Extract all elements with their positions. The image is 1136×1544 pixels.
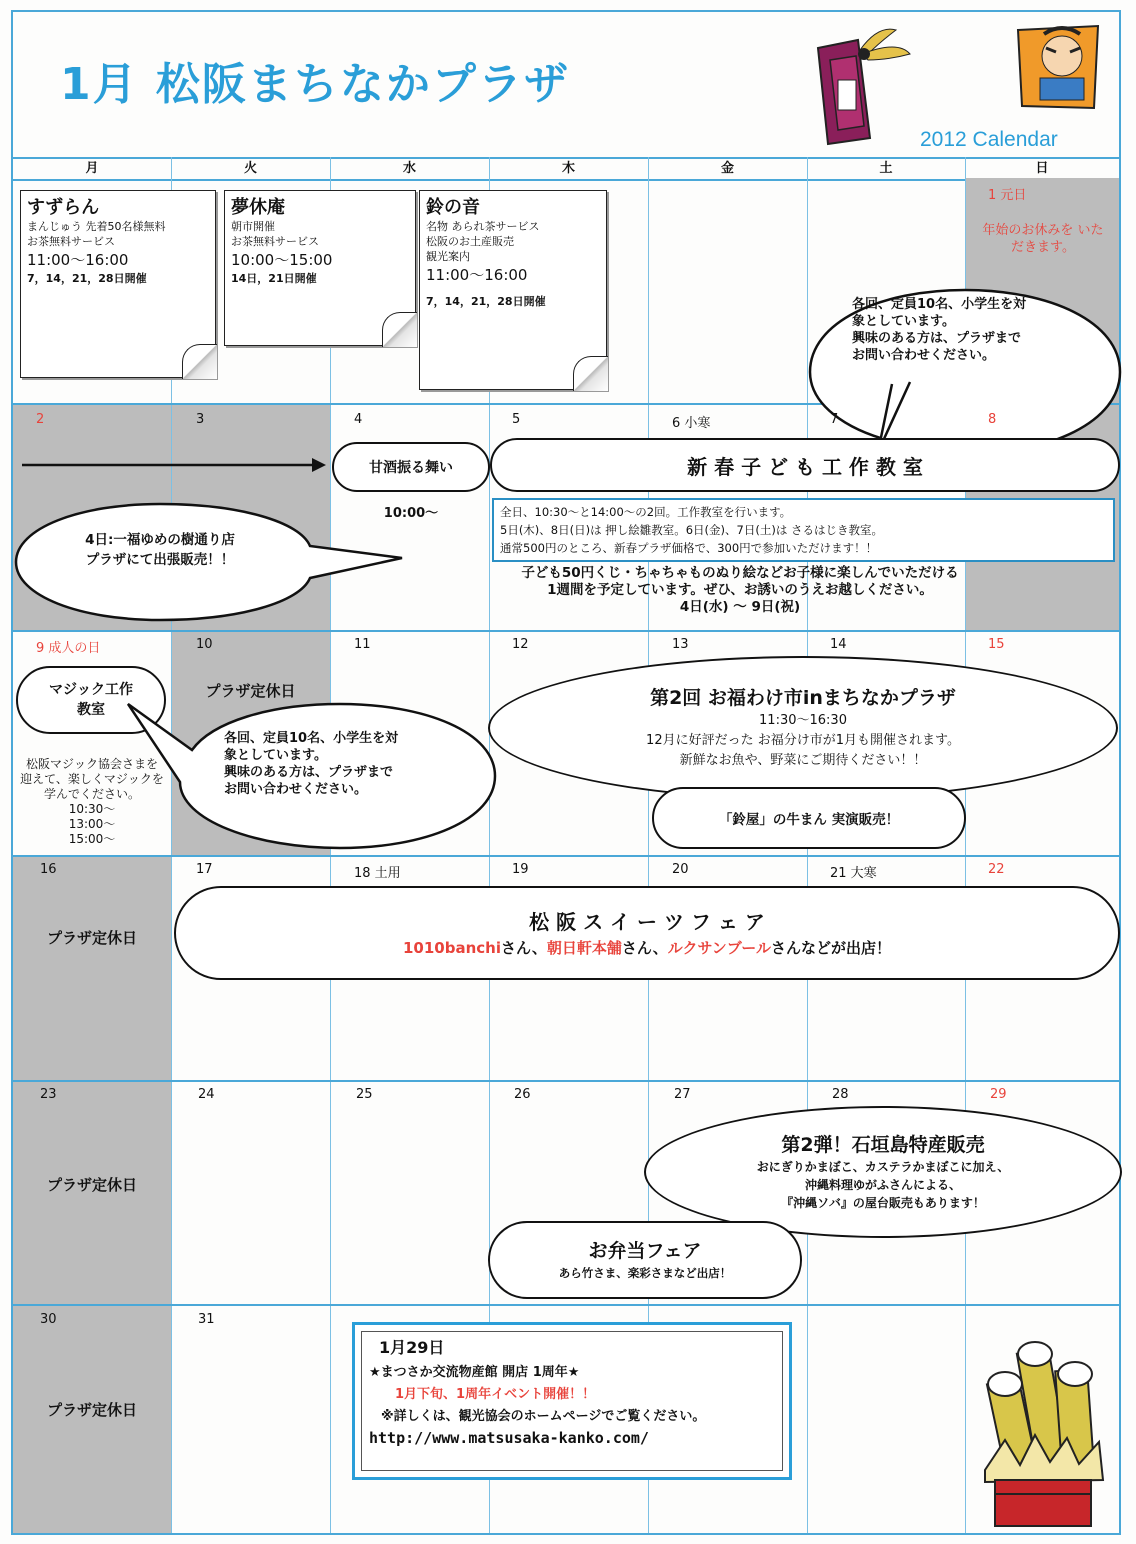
weekday-wed: 水 (330, 157, 489, 181)
shop-name: 鈴の音 (426, 197, 480, 218)
callout-line: 4日:一福ゆめの樹通り店 (85, 532, 235, 548)
day-number: 14 (830, 637, 847, 652)
day-number: 28 (832, 1087, 849, 1102)
sweets-shops (403, 937, 891, 959)
ofuku-event (488, 656, 1118, 800)
weekday-sun: 日 (965, 157, 1119, 181)
ishigaki-title: 第2弾！石垣島特産販売 (781, 1134, 985, 1156)
anniversary-line: ★まつさか交流物産館 開店 1周年★ (369, 1365, 580, 1380)
kodomo-line: 子ども50円くじ・ちゃちゃものぬり絵などお子様に楽しんでいただける (521, 565, 959, 581)
callout-line: 各回、定員10名、小学生を対 (224, 731, 399, 746)
shop-line: まんじゅう 先着50名様無料 (27, 220, 166, 233)
kosaku-line: 通常500円のところ、新春プラザ価格で、300円で参加いただけます！！ (500, 541, 878, 555)
magic-line: 迎えて、楽しくマジックを (20, 772, 164, 786)
ishigaki-line: おにぎりかまぼこ、カステラかまぼこに加え、 (756, 1160, 1010, 1174)
day-number: 15 (988, 637, 1005, 652)
magic-label: マジック工作 (49, 682, 133, 698)
kosaku-title: 新 春 子 ど も 工 作 教 室 (687, 454, 923, 479)
magic-time: 10:30〜 (68, 802, 116, 816)
day-number: 10 (196, 637, 213, 652)
kodomo-info (420, 565, 1060, 616)
shop-name-highlight: 1010banchi (402, 939, 501, 957)
holiday-note: 年始のお休みを いただきます。 (982, 223, 1104, 255)
bento-title: お弁当フェア (588, 1240, 702, 1262)
shop-line: お茶無料サービス (27, 235, 115, 248)
day-number: 1 元日 (988, 188, 1027, 203)
shop-card-suzuran (20, 190, 216, 378)
shop-dates: 7，14，21，28日開催 (426, 295, 546, 308)
day-number: 24 (198, 1087, 215, 1102)
page-curl (382, 312, 417, 347)
shop-dates: 7，14，21，28日開催 (27, 272, 147, 285)
ishigaki-event (644, 1106, 1122, 1238)
ofuku-title: 第2回 お福わけ市inまちなかプラザ (650, 687, 956, 709)
ofuku-line: 12月に好評だった お福分け市が1月も開催されます。 (646, 733, 960, 748)
day-number: 5 (512, 412, 521, 427)
shop-card-suzunone (419, 190, 607, 390)
amazake-label: 甘酒振る舞い (369, 460, 453, 476)
gyuman-event (652, 787, 966, 849)
day-number: 18 土用 (354, 866, 401, 881)
closed-label: プラザ定休日 (46, 929, 137, 947)
anniversary-date: 1月29日 (379, 1338, 445, 1357)
bento-sub: あら竹さま、楽彩さまなど出店！ (558, 1266, 732, 1280)
shop-line: 観光案内 (426, 250, 470, 263)
day-number: 26 (514, 1087, 531, 1102)
shop-name-highlight: ルクサンブール (667, 939, 771, 957)
magic-time: 13:00〜 (68, 817, 116, 831)
kodomo-line: 4日(水) 〜 9日(祝) (679, 599, 801, 615)
callout-text (224, 730, 398, 798)
callout-line: 象としています。 (852, 314, 955, 329)
day-number: 6 小寒 (672, 416, 711, 431)
day-number: 12 (512, 637, 529, 652)
amazake-time: 10:00〜 (383, 506, 439, 521)
callout-line: 象としています。 (224, 748, 327, 763)
magic-label: 教室 (77, 702, 105, 718)
day-number: 9 成人の日 (36, 641, 101, 656)
ishigaki-line: 沖縄料理ゆがふさんによる、 (804, 1178, 961, 1192)
grid-line (13, 855, 1119, 857)
sweets-text: さんなどが出店！ (771, 939, 892, 957)
day-number: 7 (830, 412, 839, 427)
day-number: 16 (40, 862, 57, 877)
sweets-title: 松 阪 ス イ ー ツ フ ェ ア (529, 910, 765, 934)
sweets-fair-event (174, 886, 1120, 980)
magic-line: 学んでください。 (43, 787, 140, 801)
day-number: 27 (674, 1087, 691, 1102)
cell-jan16 (13, 855, 171, 1080)
kosaku-line: 5日(木)、8日(日)は 押し絵雛教室。6日(金)、7日(土)は さるはじき教室。 (500, 523, 883, 537)
weekday-mon: 月 (13, 157, 171, 181)
ofuku-time: 11:30〜16:30 (759, 713, 847, 728)
shutcho-callout (40, 530, 280, 570)
page-curl (573, 356, 608, 391)
callout-line: 各回、定員10名、小学生を対 (852, 297, 1027, 312)
weekday-thu: 木 (489, 157, 648, 181)
day-number: 17 (196, 862, 213, 877)
weekday-sat: 土 (807, 157, 965, 181)
anniversary-highlight: 1月下旬、1周年イベント開催！！ (395, 1387, 596, 1402)
shop-dates: 14日，21日開催 (231, 272, 317, 285)
shop-line: 松阪のお土産販売 (426, 235, 514, 248)
shop-name-highlight: 朝日軒本舗 (546, 939, 622, 957)
weekday-tue: 火 (171, 157, 330, 181)
amazake-event (332, 442, 490, 492)
anniversary-box (352, 1322, 792, 1480)
day-number: 13 (672, 637, 689, 652)
callout-line: 興味のある方は、プラザまで (224, 765, 394, 780)
day-number: 11 (354, 637, 371, 652)
tako-kite-icon (1014, 22, 1102, 114)
day-number: 19 (512, 862, 529, 877)
day-number: 22 (988, 862, 1005, 877)
weekday-fri: 金 (648, 157, 807, 181)
day-number: 23 (40, 1087, 57, 1102)
day-number: 21 大寒 (830, 866, 877, 881)
day-number: 31 (198, 1312, 215, 1327)
shop-hours: 10:00〜15:00 (231, 251, 333, 269)
day-number: 20 (672, 862, 689, 877)
kodomo-line: 1週間を予定しています。ぜひ、お誘いのうえお越しください。 (547, 582, 933, 598)
anniversary-line: ※詳しくは、観光協会のホームページでご覧ください。 (381, 1409, 706, 1424)
hagoita-icon (808, 20, 918, 148)
shop-card-mukyuan (224, 190, 416, 346)
callout-line: お問い合わせください。 (852, 348, 996, 363)
arrow-right-icon (22, 455, 328, 475)
kosaku-event-title (490, 438, 1120, 492)
magic-line: 松阪マジック協会さまを (25, 757, 158, 771)
shop-hours: 11:00〜16:00 (27, 251, 129, 269)
day-number: 29 (990, 1087, 1007, 1102)
day-number: 4 (354, 412, 363, 427)
callout-text (852, 296, 1026, 364)
sweets-text: さん、 (500, 939, 547, 957)
callout-line: 興味のある方は、プラザまで (852, 331, 1022, 346)
closed-label: プラザ定休日 (205, 682, 296, 700)
calendar-year-label: 2012 Calendar (920, 128, 1058, 151)
grid-line (13, 630, 1119, 632)
callout-line: お問い合わせください。 (224, 782, 368, 797)
kadomatsu-icon (975, 1330, 1115, 1530)
day-number: 2 (36, 412, 45, 427)
ofuku-line: 新鮮なお魚や、野菜にご期待ください！！ (679, 753, 927, 768)
shop-name: すずらん (27, 197, 100, 218)
page-title: 1月 松阪まちなかプラザ (60, 59, 570, 110)
gyuman-label: 「鈴屋」の牛まん 実演販売！ (718, 812, 900, 828)
grid-line (13, 1080, 1119, 1082)
closed-label: プラザ定休日 (46, 1401, 137, 1419)
magic-time: 15:00〜 (68, 832, 116, 846)
kosaku-details (492, 498, 1115, 562)
day-number: 30 (40, 1312, 57, 1327)
day-number: 8 (988, 412, 997, 427)
shop-hours: 11:00〜16:00 (426, 266, 528, 284)
ishigaki-line: 『沖縄ソバ』の屋台販売もあります！ (781, 1196, 985, 1210)
page-curl (182, 344, 217, 379)
grid-line (13, 1304, 1119, 1306)
website-link[interactable]: http://www.matsusaka-kanko.com/ (369, 1429, 649, 1447)
callout-line: プラザにて出張販売！！ (85, 552, 235, 568)
sweets-text: さん、 (621, 939, 668, 957)
shop-line: お茶無料サービス (231, 235, 319, 248)
shop-name: 夢休庵 (231, 197, 285, 218)
shop-line: 朝市開催 (231, 220, 275, 233)
kosaku-line: 全日、10:30〜と14:00〜の2回。工作教室を行います。 (500, 505, 792, 519)
day-number: 25 (356, 1087, 373, 1102)
bento-fair-event (488, 1221, 802, 1299)
closed-label: プラザ定休日 (46, 1176, 137, 1194)
shop-line: 名物 あられ茶サービス (426, 220, 540, 233)
day-number: 3 (196, 412, 205, 427)
